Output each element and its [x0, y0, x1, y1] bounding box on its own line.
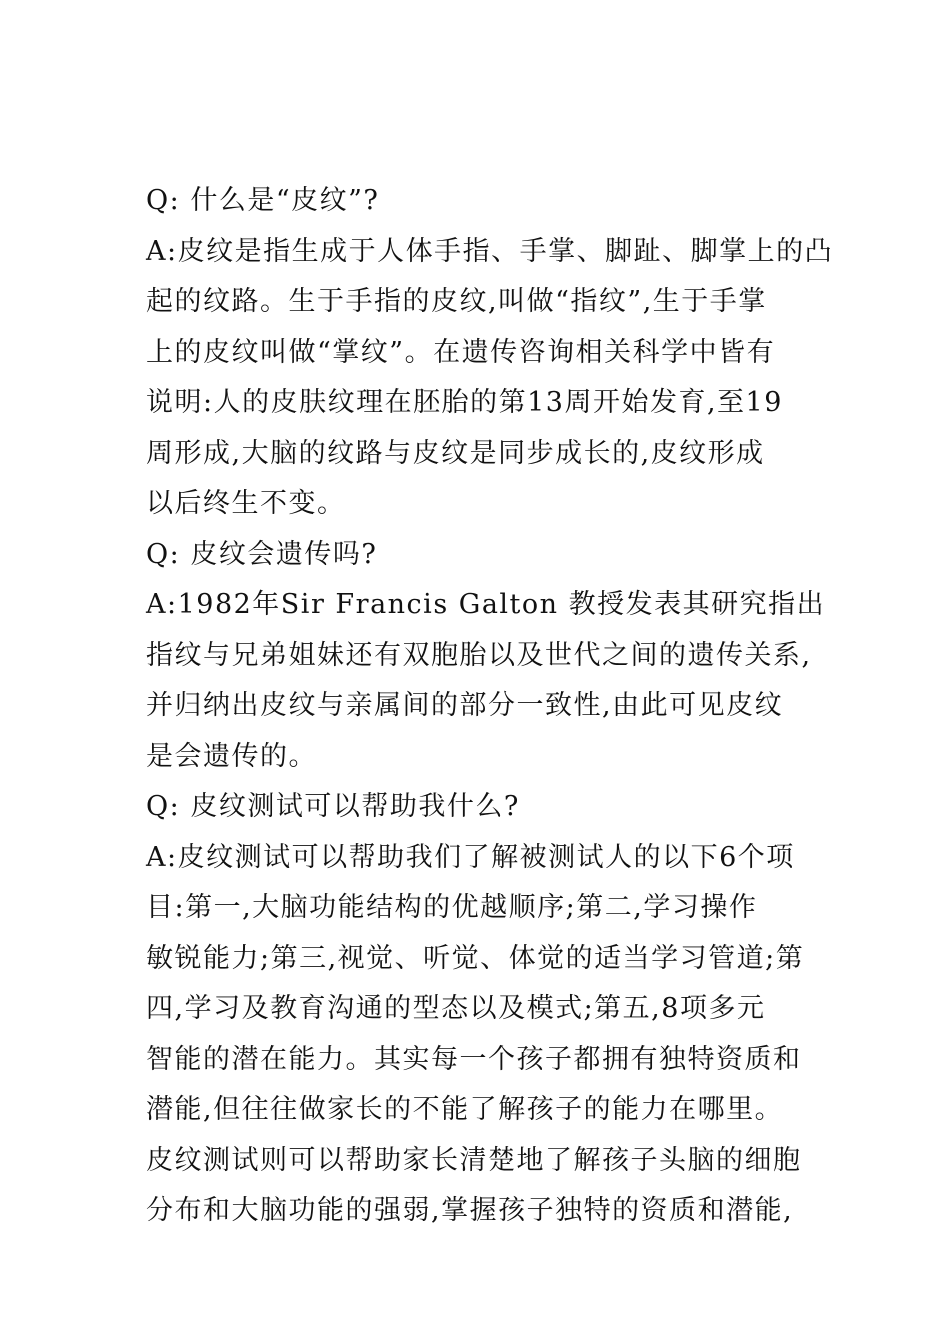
answer-3-line-8: 分布和大脑功能的强弱,掌握孩子独特的资质和潜能,: [146, 1195, 794, 1226]
answer-2-line-1: A:1982年Sir Francis Galton 教授发表其研究指出: [146, 589, 826, 620]
question-1: Q: 什么是“皮纹”?: [146, 185, 380, 216]
question-2: Q: 皮纹会遗传吗?: [146, 538, 378, 570]
answer-3-line-5: 智能的潜在能力。其实每一个孩子都拥有独特资质和: [146, 1043, 802, 1075]
answer-3-line-4: 四,学习及教育沟通的型态以及模式;第五,8项多元: [146, 993, 766, 1024]
answer-2-line-2: 指纹与兄弟姐妹还有双胞胎以及世代之间的遗传关系,: [146, 639, 812, 671]
answer-1-line-6: 以后终生不变。: [146, 488, 346, 519]
answer-3-line-6: 潜能,但往往做家长的不能了解孩子的能力在哪里。: [146, 1094, 784, 1125]
document-body: [146, 176, 834, 1237]
answer-3-line-3: 敏锐能力;第三,视觉、听觉、体觉的适当学习管道;第: [146, 942, 805, 974]
answer-3-line-1: A:皮纹测试可以帮助我们了解被测试人的以下6个项: [146, 841, 795, 873]
answer-3-line-7: 皮纹测试则可以帮助家长清楚地了解孩子头脑的细胞: [146, 1144, 802, 1176]
answer-1-line-2: 起的纹路。生于手指的皮纹,叫做“指纹”,生于手掌: [146, 286, 767, 317]
answer-1-line-5: 周形成,大脑的纹路与皮纹是同步成长的,皮纹形成: [146, 437, 765, 469]
answer-1-line-3: 上的皮纹叫做“掌纹”。在遗传咨询相关科学中皆有: [146, 336, 776, 368]
answer-1-line-1: A:皮纹是指生成于人体手指、手掌、脚趾、脚掌上的凸: [146, 235, 834, 267]
answer-3-line-2: 目:第一,大脑功能结构的优越顺序;第二,学习操作: [146, 892, 758, 923]
question-3: Q: 皮纹测试可以帮助我什么?: [146, 791, 520, 822]
answer-2-line-3: 并归纳出皮纹与亲属间的部分一致性,由此可见皮纹: [146, 690, 784, 721]
answer-2-line-4: 是会遗传的。: [146, 740, 317, 772]
answer-1-line-4: 说明:人的皮肤纹理在胚胎的第13周开始发育,至19: [146, 387, 783, 418]
